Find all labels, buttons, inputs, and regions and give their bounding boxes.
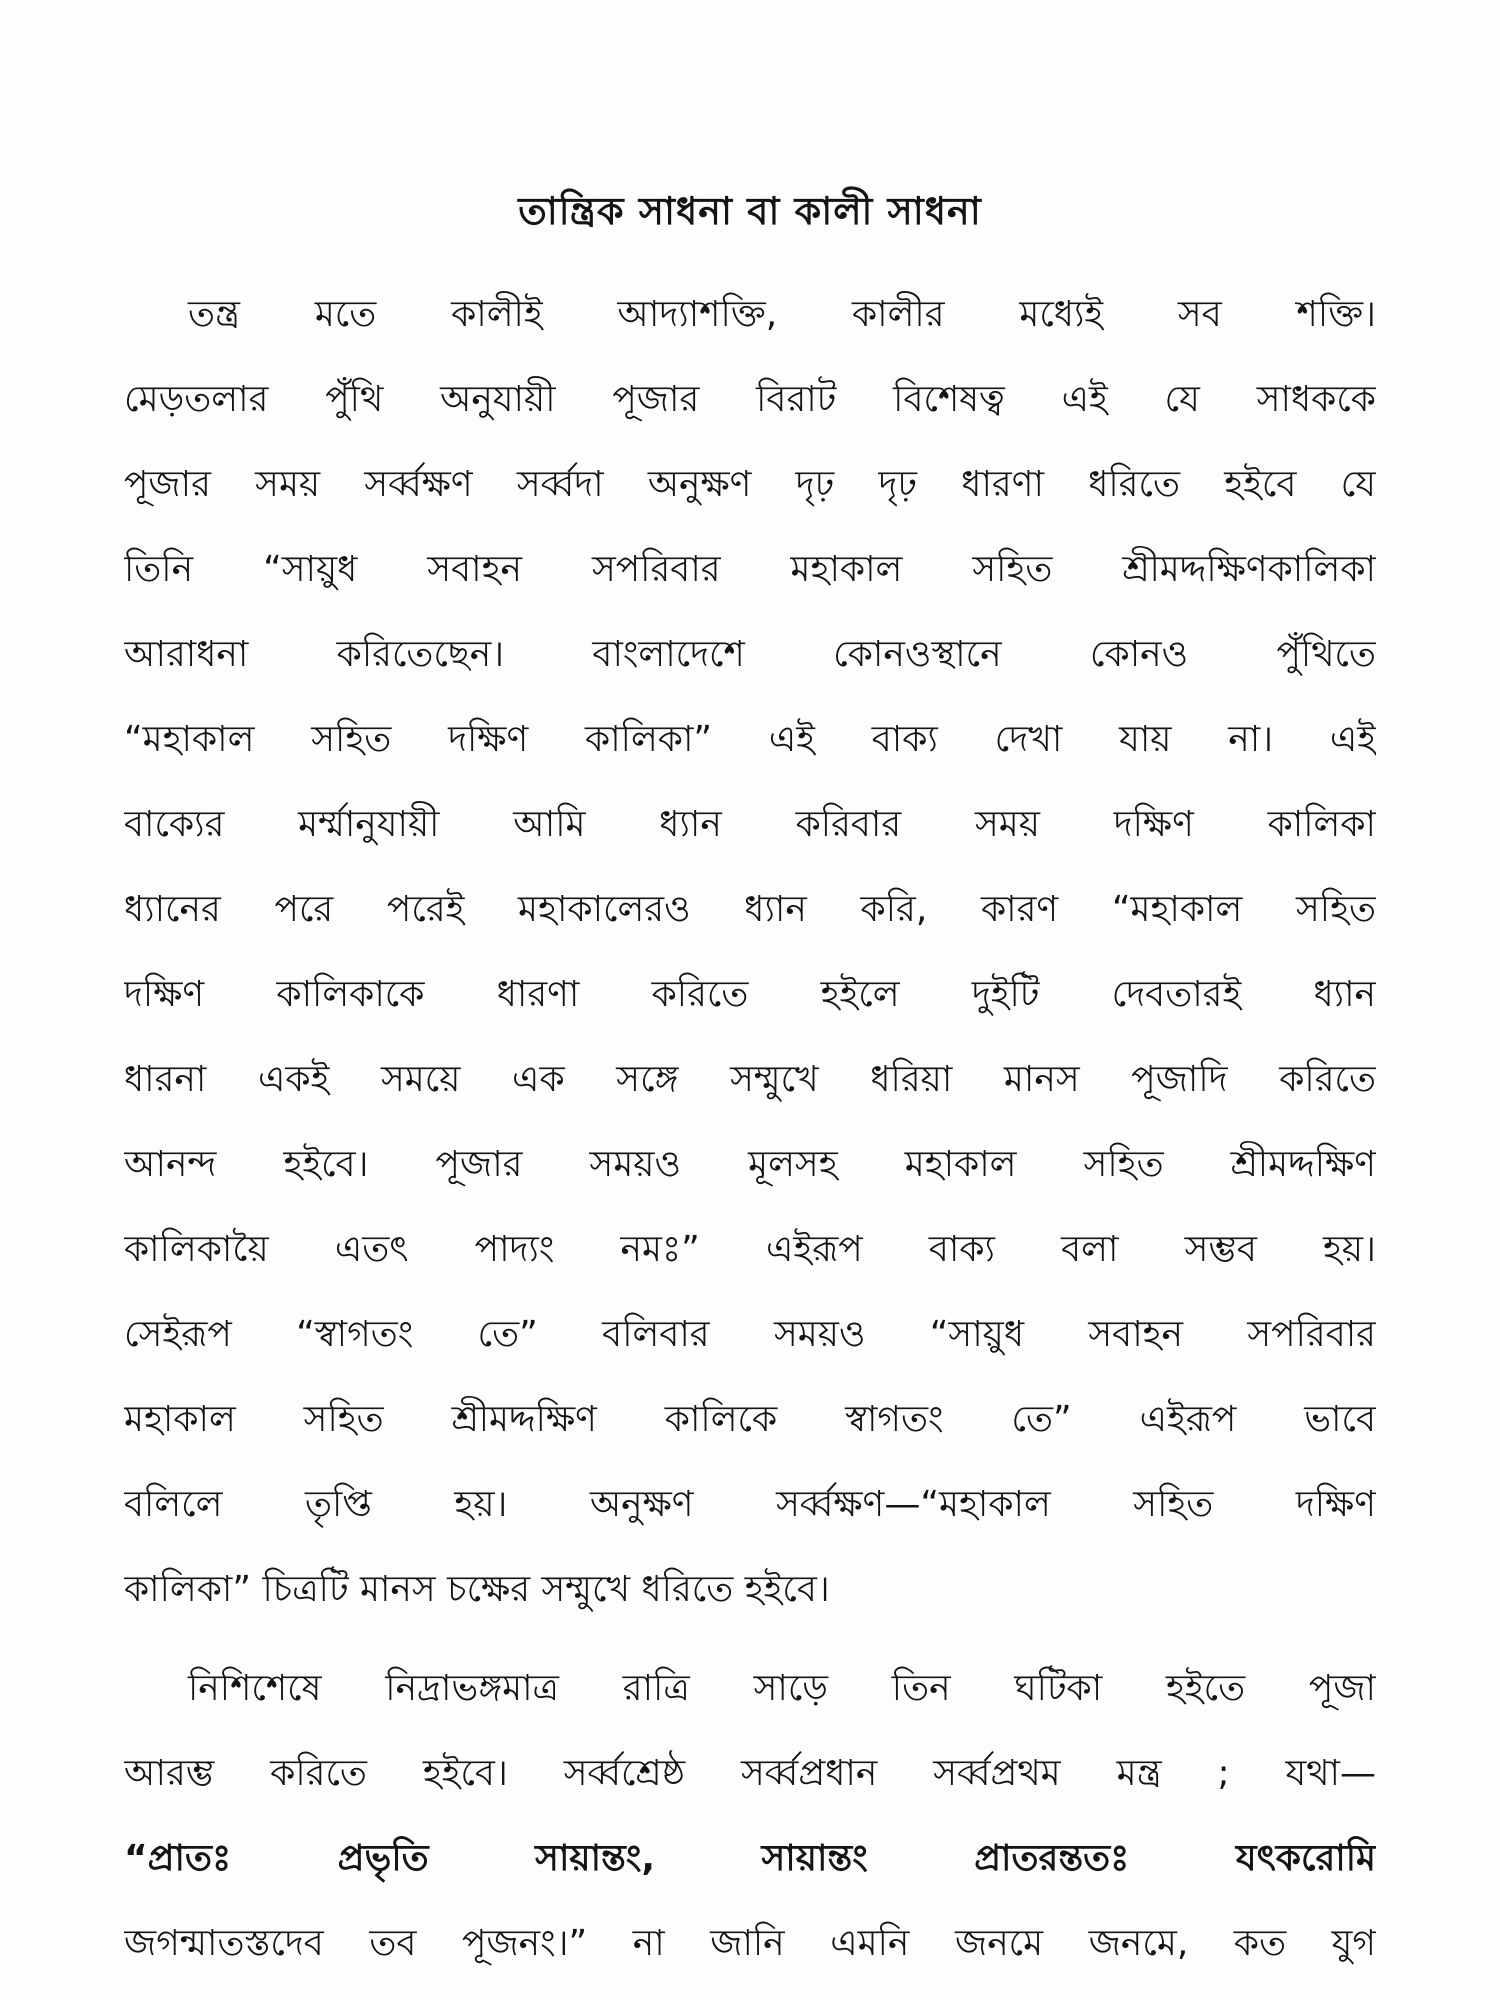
text-line: নিশিশেষে নিদ্রাভঙ্গমাত্র রাত্রি সাড়ে তিন ঘটিকা হইতে পূজা — [188, 1668, 1376, 1709]
text-line: দক্ষিণ কালিকাকে ধারণা করিতে হইলে দুইটি দেবতারই ধ্যান — [124, 974, 1376, 1015]
chapter-title: তান্ত্রিক সাধনা বা কালী সাধনা — [518, 189, 982, 233]
text-line: ধারনা একই সময়ে এক সঙ্গে সম্মুখে ধরিয়া মানস পূজাদি করিতে — [124, 1059, 1376, 1100]
text-line: কালিকা” চিত্রটি মানস চক্ষের সম্মুখে ধরিতে হইবে। — [124, 1569, 830, 1610]
paragraph-2 — [124, 1646, 1376, 1986]
text-line: বাক্যের মর্ম্মানুযায়ী আমি ধ্যান করিবার সময় দক্ষিণ কালিকা — [124, 804, 1376, 845]
text-line: মেড়তলার পুঁথি অনুযায়ী পূজার বিরাট বিশেষত্ব এই যে সাধককে — [124, 379, 1376, 420]
text-line: জগন্মাতস্তদেব তব পূজনং।” না জানি এমনি জনমে জনমে, কত যুগ — [124, 1923, 1376, 1964]
text-line: “মহাকাল সহিত দক্ষিণ কালিকা” এই বাক্য দেখা যায় না। এই — [124, 719, 1376, 760]
text-line: কালিকায়ৈ এতৎ পাদ্যং নমঃ” এইরূপ বাক্য বলা সম্ভব হয়। — [124, 1229, 1376, 1270]
text-line: মহাকাল সহিত শ্রীমদ্দক্ষিণ কালিকে স্বাগতং তে” এইরূপ ভাবে — [124, 1399, 1376, 1440]
text-line: বলিলে তৃপ্তি হয়। অনুক্ষণ সর্ব্বক্ষণ—“মহাকাল সহিত দক্ষিণ — [124, 1484, 1376, 1525]
text-line: আনন্দ হইবে। পূজার সময়ও মূলসহ মহাকাল সহিত শ্রীমদ্দক্ষিণ — [124, 1144, 1376, 1185]
text-line: পূজার সময় সর্ব্বক্ষণ সর্ব্বদা অনুক্ষণ দৃঢ় দৃঢ় ধারণা ধরিতে হইবে যে — [124, 464, 1376, 505]
text-line: আরাধনা করিতেছেন। বাংলাদেশে কোনওস্থানে কোনও পুঁথিতে — [124, 634, 1376, 675]
text-line: তিনি “সায়ুধ সবাহন সপরিবার মহাকাল সহিত শ্রীমদ্দক্ষিণকালিকা — [124, 549, 1376, 590]
paragraph-gap — [124, 1632, 1376, 1646]
text-line: তন্ত্র মতে কালীই আদ্যাশক্তি, কালীর মধ্যেই সব শক্তি। — [188, 294, 1376, 335]
text-line: ধ্যানের পরে পরেই মহাকালেরও ধ্যান করি, কারণ “মহাকাল সহিত — [124, 889, 1376, 930]
body-text — [124, 272, 1376, 1986]
text-line: সেইরূপ “স্বাগতং তে” বলিবার সময়ও “সায়ুধ সবাহন সপরিবার — [124, 1314, 1376, 1355]
paragraph-1 — [124, 272, 1376, 1632]
text-line: আরম্ভ করিতে হইবে। সর্ব্বশ্রেষ্ঠ সর্ব্বপ্রধান সর্ব্বপ্রথম মন্ত্র ; যথা— — [124, 1753, 1376, 1794]
mantra-line: “প্রাতঃ প্রভৃতি সায়ান্তং, সায়ান্তং প্রাতরন্ততঃ যৎকরোমি — [124, 1838, 1376, 1879]
